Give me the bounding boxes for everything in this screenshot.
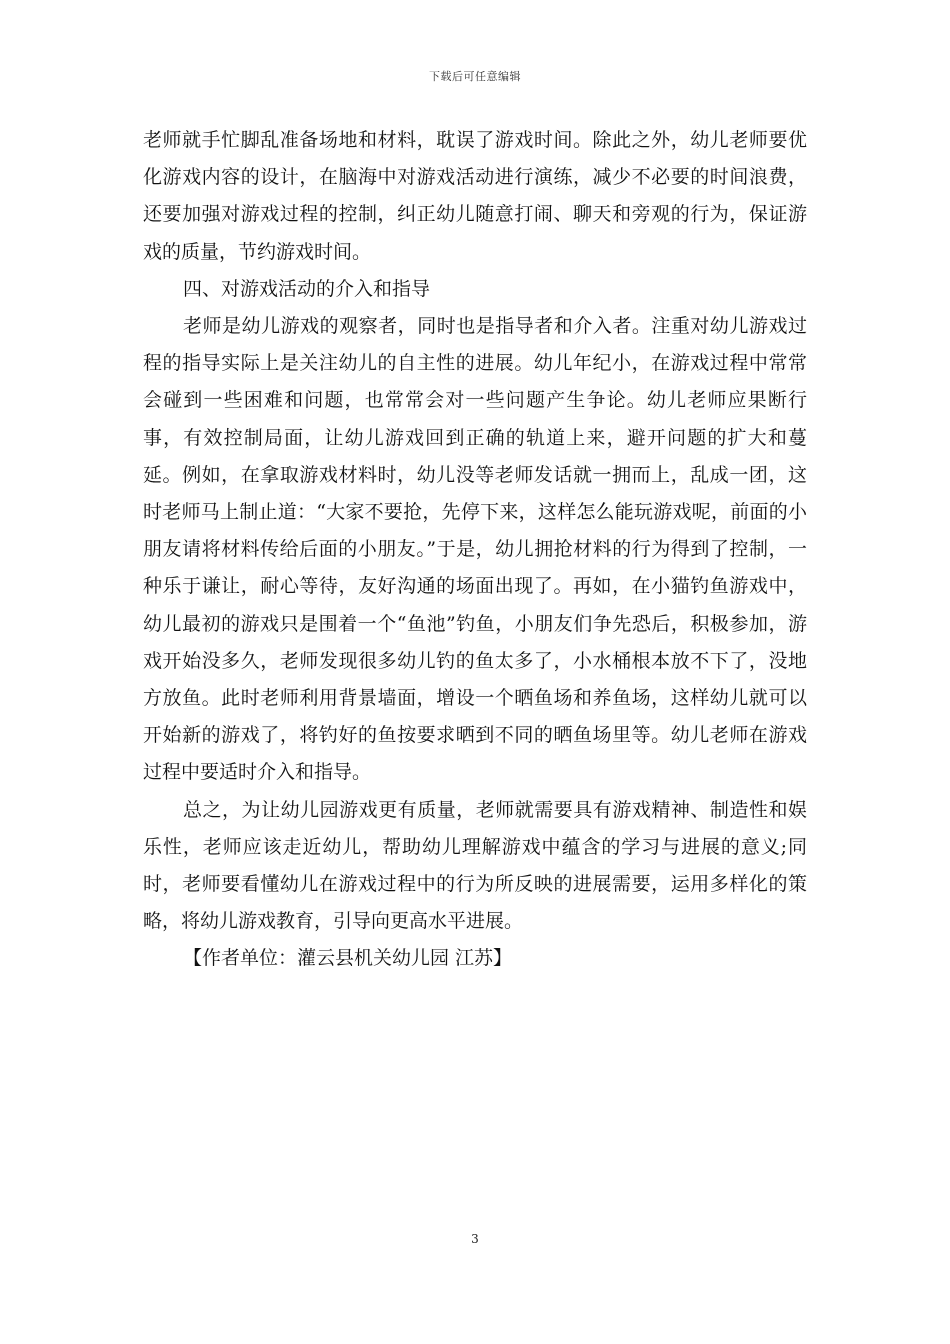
- paragraph-conclusion: 总之，为让幼儿园游戏更有质量，老师就需要具有游戏精神、制造性和娱乐性，老师应该走近幼儿，帮助幼儿理解游戏中蕴含的学习与进展的意义;同时，老师要看懂幼儿在游戏过程中的行为所反映的进展需要，运用多样化的策略，将幼儿游戏教育，引导向更高水平进展。: [143, 798, 807, 933]
- paragraph-continuation: 老师就手忙脚乱准备场地和材料，耽误了游戏时间。除此之外，幼儿老师要优化游戏内容的设计，在脑海中对游戏活动进行演练，减少不必要的时间浪费，还要加强对游戏过程的控制，纠正幼儿随意打闹、聊天和旁观的行为，保证游戏的质量，节约游戏时间。: [143, 129, 807, 263]
- author-affiliation: 【作者单位：灌云县机关幼儿园 江苏】: [183, 947, 513, 970]
- section-heading: 四、对游戏活动的介入和指导: [183, 277, 431, 300]
- paragraph-guidance: 老师是幼儿游戏的观察者，同时也是指导者和介入者。注重对幼儿游戏过程的指导实际上是关注幼儿的自主性的进展。幼儿年纪小，在游戏过程中常常会碰到一些困难和问题，也常常会对一些问题产生争论。幼儿老师应果断行事，有效控制局面，让幼儿游戏回到正确的轨道上来，避开问题的扩大和蔓延。例如，在拿取游戏材料时，幼儿没等老师发话就一拥而上，乱成一团，这时老师马上制止道：“大家不要抢，先停下来，这样怎么能玩游戏呢，前面的小朋友请将材料传给后面的小朋友。”于是，幼儿拥抢材料的行为得到了控制，一种乐于谦让，耐心等待，友好沟通的场面出现了。再如，在小猫钓鱼游戏中，幼儿最初的游戏只是围着一个“鱼池”钓鱼，小朋友们争先恐后，积极参加，游戏开始没多久，老师发现很多幼儿钓的鱼太多了，小水桶根本放不下了，没地方放鱼。此时老师利用背景墙面，增设一个晒鱼场和养鱼场，这样幼儿就可以开始新的游戏了，将钓好的鱼按要求晒到不同的晒鱼场里等。幼儿老师在游戏过程中要适时介入和指导。: [143, 315, 807, 784]
- page-number: 3: [471, 1232, 479, 1246]
- page-header: 下载后可任意编辑: [429, 70, 521, 83]
- document-body: [143, 122, 807, 978]
